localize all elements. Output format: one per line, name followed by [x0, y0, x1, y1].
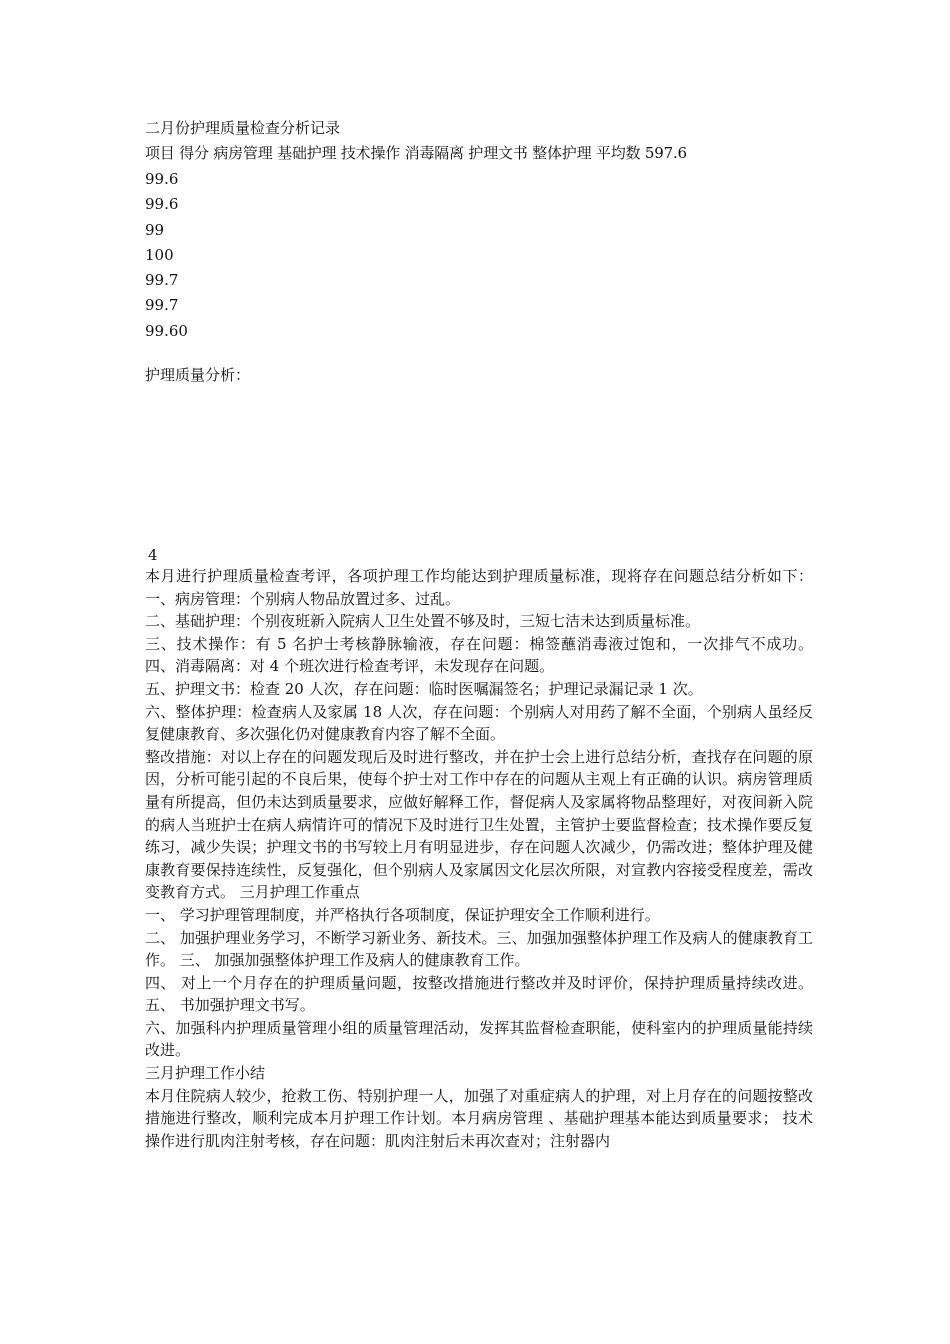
- paragraph: 四、 对上一个月存在的护理质量问题，按整改措施进行整改并及时评价，保持护理质量持续改进。 五、 书加强护理文书写。: [145, 973, 813, 1015]
- paragraph: 整改措施：对以上存在的问题发现后及时进行整改，并在护士会上进行总结分析，查找存在问题的原因，分析可能引起的不良后果，使每个护士对工作中存在的问题从主观上有正确的认识。病房管理质量有所提高，但仍未达到质量要求，应做好解释工作，督促病人及家属将物品整理好，对夜间新入院的病人当班护士在病人病情许可的情况下及时进行卫生处置，主管护士要监督检查；技术操作要反复练习，减少失误；护理文书的书写较上月有明显进步，存在问题人次减少，仍需改进；整体护理及健康教育要保持连续性，反复强化，但个别病人及家属因文化层次所限，对宣教内容接受程度差，需改变教育方式。 三月护理工作重点: [145, 747, 813, 902]
- paragraph: 六、整体护理：检查病人及家属 18 人次，存在问题：个别病人对用药了解不全面，个别病人虽经反复健康教育、多次强化仍对健康教育内容了解不全面。: [145, 702, 813, 744]
- score-value: 100: [145, 245, 174, 264]
- score-value: 99.60: [145, 321, 188, 340]
- score-header-row: 项目 得分 病房管理 基础护理 技术操作 消毒隔离 护理文书 整体护理 平均数 597.6: [145, 144, 687, 162]
- paragraph: 六、加强科内护理质量管理小组的质量管理活动，发挥其监督检查职能，使科室内的护理质量能持续改进。: [145, 1018, 813, 1060]
- paragraph: 二、 加强护理业务学习，不断学习新业务、新技术。三、加强加强整体护理工作及病人的健康教育工作。 三、 加强加强整体护理工作及病人的健康教育工作。: [145, 928, 813, 970]
- score-value: 99.7: [145, 271, 179, 290]
- body-text: [145, 565, 813, 1152]
- paragraph: 三、技术操作：有 5 名护士考核静脉输液，存在问题：棉签蘸消毒液过饱和，一次排气不成功。 四、消毒隔离：对 4 个班次进行检查考评，未发现存在问题。: [145, 634, 813, 676]
- score-list: [145, 169, 188, 346]
- paragraph: 五、护理文书：检查 20 人次，存在问题：临时医嘱漏签名；护理记录漏记录 1 次。: [145, 679, 703, 698]
- paragraph: 本月住院病人较少，抢救工伤、特别护理一人，加强了对重症病人的护理，对上月存在的问题按整改措施进行整改，顺利完成本月护理工作计划。本月病房管理 、基础护理基本能达到质量要求； 技术操作进行肌肉注射考核，存在问题：肌肉注射后未再次查对；注射器内: [145, 1086, 813, 1150]
- score-value: 99.6: [145, 170, 179, 188]
- score-value: 99.7: [145, 296, 179, 315]
- paragraph: 一、 学习护理管理制度，并严格执行各项制度，保证护理安全工作顺利进行。: [145, 905, 660, 924]
- document-title: 二月份护理质量检查分析记录: [145, 119, 341, 137]
- score-value: 99: [145, 220, 165, 239]
- score-value: 99.6: [145, 195, 179, 214]
- section-heading: 三月护理工作小结: [145, 1064, 266, 1083]
- page-number: 4: [148, 546, 158, 564]
- paragraph: 二、基础护理：个别夜班新入院病人卫生处置不够及时，三短七洁未达到质量标准。: [145, 612, 701, 631]
- paragraph: 本月进行护理质量检查考评，各项护理工作均能达到护理质量标准，现将存在问题总结分析如下： 一、病房管理：个别病人物品放置过多、过乱。: [145, 567, 813, 608]
- analysis-label: 护理质量分析：: [145, 366, 251, 384]
